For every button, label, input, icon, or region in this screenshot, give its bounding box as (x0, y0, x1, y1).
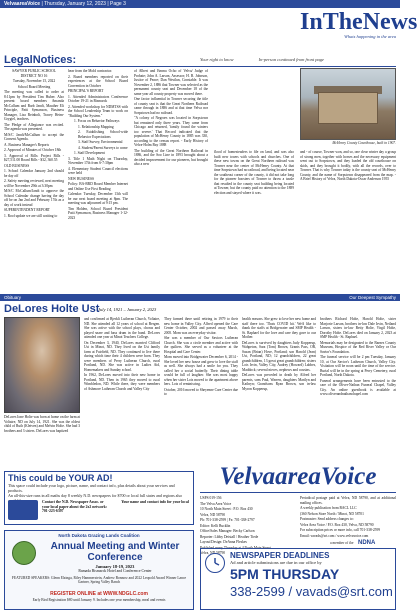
ndglc-header: North Dakota Grazing Lands Coalition (58, 533, 140, 538)
masthead-text: Postmaster: Send address changes to: (300, 517, 354, 521)
legal-text: One factor influential in Towner securing the title of county seat is that the Great Northern Railroad came through in 1886 and at that time Velva nor Sorpstown had no railroad. (134, 97, 208, 115)
obituary-portrait (4, 317, 80, 413)
legal-text: Tim Holden, School Board President Patti Symanson, Business Manager 1-12-2023 (68, 206, 128, 220)
legal-text: A. Business Manager's Reports (4, 142, 49, 147)
ad-your-ad-sub-line: This space could include your logo, picture, name, and contact info, plus details about your services and products. (8, 483, 175, 493)
photo-caption: McHenry County Courthouse, built in 1907. (332, 141, 396, 145)
masthead-text: The Velva Area Voice (200, 501, 232, 506)
ad-your-ad-local: Your name and contact info for your local (121, 500, 189, 504)
obituary-text: DeLores was preceded in death by Alfred her parents, sons Paul, Warren, daughters Marilyn and Kathryn; Grandsons Ryan Brown, son in-law Myron Kopperup, (242, 373, 316, 391)
masthead-text: Periodical postage paid at Velva, ND 58790, and at additional mailing offices. (300, 496, 396, 505)
header-publication-line (4, 1, 126, 8)
legal-divider (4, 66, 396, 67)
legal-text: M/S/C McCallum/Jandt to approve the School Calendar change having the day off be on Jan 2nd and February 17th as a day of work instead (4, 189, 64, 207)
legal-text: SAWYER PUBLIC SCHOOL DISTRICT NO 16 (12, 69, 56, 78)
newspaper-assoc-logo-icon (8, 500, 38, 520)
obituary-column-2 (84, 317, 160, 392)
deadlines-contact[interactable]: 338-2599 / vavads@srt.com (230, 584, 393, 599)
legal-text: NEW BUSINESS (68, 176, 94, 181)
legal-text: The meeting was called to order at 8:11pm by President Tim Huber. Also present: board members Amanda McCallum and Barb Jandt, Mauther Eli Principle, Patti Symanson, Business Manager, Lisa Reinbolt, Tracey Heim-Grygiel, teachers. (4, 90, 64, 121)
legal-text: 1. Attended Administrators Conference October 19-21 in Bismarck (68, 94, 128, 103)
legal-text: 1. Focus on Behavior Pathways (74, 119, 120, 123)
legal-text: PRINCIPAL'S REPORT (68, 89, 104, 93)
obituary-text: They farmed there until retiring in 1979 to their new home in Valley City. Alfred opened the Care Center October, 2002 and passed away March, 2005. Mom was an everyday visitor. (164, 317, 238, 335)
courthouse-building (318, 92, 378, 124)
masthead-text: 10 North Main Street : P.O. Box 430 (200, 507, 253, 511)
ndglc-speakers: FEATURED SPEAKERS: Glenn Elzinga, Riley Hammerstein, Andrew Bonnow and 2022 Leopold Award Winner Lance Gartner, Spring Valley Ranch (11, 576, 187, 585)
ndglc-venue: Ramada Bismarck Hotel and Conference Center (78, 569, 152, 573)
masthead-text: For subscription prices or more info, call 701-338-2599 (300, 528, 381, 532)
masthead-text: Velva, ND 58790 (200, 551, 226, 555)
obituary-bar-label: Obituary (4, 295, 22, 300)
obituary-text: Mom moved into Bridgewater December 6, 2014 - She loved her new house and grew to love the staff as well. She always had a smile for you. They called her a social butterfly. Their dining table would be full of laughter. She was most happy when her sister Lois moved to the apartment above hers. Lots of reminiscing. (164, 355, 238, 386)
legal-text: hear from the Mold contractor. (68, 69, 113, 73)
obituary-text: brothers Richard Holte, Harold Holte, sister Marjorie Larson, brothers in-law Dale Irvin, Neiland Larson, sisters in-law Betty Holte, Virgil Holte, Dorothy Holte. DeLores died on January 2, 2023 at SMP Health - St. Raphael. (320, 317, 396, 339)
legal-text: 1. Staff Development (74, 151, 105, 155)
legal-text: 2. Approval of Minutes of October 18th (4, 148, 62, 152)
ad-your-ad-sub-line-2: An all-this-size runs in all maths day 8 weekly N.D. newspapers for $700 or local full states and regions also (8, 493, 183, 498)
section-tagline: Whats happening in the area (344, 34, 396, 39)
deadlines-time: 5PM THURSDAY (230, 566, 340, 582)
legal-text: 2. Attended workshop for NDMTSS with the School Leadership Team to work on "Building Our System." (68, 104, 128, 118)
legal-column-3 (134, 69, 208, 168)
grazing-coalition-logo-icon (12, 541, 36, 565)
legal-text: 4. Elementary Student Council elections were held (68, 166, 128, 175)
legal-text: The building of the Great Northern Railroad in 1886, and the Soo Line in 1893 brought about a decided improvement for our pioneers, but brought also a new (134, 148, 208, 166)
legal-text: 1. School Calendar January 2nd should be day off (4, 169, 64, 178)
legal-kicker-right: In-person continued from front page (258, 57, 325, 62)
obituary-text: DeLores Ione Holte was born at home on the farm at Voltaire, ND on July 14, 1921. She was the oldest child of Ruth (Kleiven) and Melvin Holte. She had 3 brothers and 3 sisters. DeLores was baptized (4, 415, 80, 433)
obituary-column-4 (242, 317, 316, 392)
legal-kicker (200, 57, 324, 62)
ad-your-ad-title: This could be YOUR AD! (8, 473, 113, 483)
masthead-text: USPS 019-156 (200, 496, 222, 500)
obituary-name: DeLores Holte Ust (4, 303, 100, 315)
obituary-column-1 (4, 415, 80, 434)
clock-icon-svg (206, 554, 226, 574)
legal-column-5 (300, 150, 396, 183)
obituary-column-3 (164, 317, 238, 398)
legal-text: The Pledge of Allegiance was recited. The agenda was presented. (4, 122, 64, 131)
legal-text: School Board Meeting (17, 84, 51, 89)
deadlines-subtitle: Ad and article submissions are due in our office by (230, 560, 322, 565)
legal-text: SUPERINTENDENT REPORT (4, 208, 50, 212)
legal-text: Policy: BA-BRD Board Member Internet and Online Use First Reading (68, 182, 128, 191)
legal-text: M/S/C Jandt/McCallum to accept the Consent Agenda. (4, 132, 64, 141)
obituary-text: She was a member of Our Saviors Lutheran Church. She was a circle member and active with the quilters. She served as a volunteer at the Hospital and Care Center. (164, 336, 238, 354)
ndglc-title: Annual Meeting and Winter Conference (50, 541, 180, 563)
section-title: InTheNews (300, 9, 417, 35)
masthead-text: Editor: Kelli Bucklin (200, 523, 231, 528)
masthead-text: Velva, ND 58790 (200, 512, 226, 517)
legal-text: OLD BUSINESS (4, 163, 30, 168)
legal-notices-title: LegalNotices: (4, 54, 77, 66)
ndglc-register-link[interactable]: REGISTER ONLINE at WWW.NDGLC.com (50, 591, 148, 597)
masthead-info-right (300, 496, 396, 539)
legal-kicker-left: Your right to know (200, 57, 234, 62)
obituary-column-5 (320, 317, 396, 398)
legal-text: 2. Establishing School-wide Behavior Expectations (78, 130, 128, 139)
legal-text: Tuesday, November 15, 2022 (12, 79, 56, 83)
ndglc-footnote: Early Bird Registration $80 until January 9. Includes one year membership, meal and events (32, 598, 166, 602)
masthead-text: A weekly publication from BACL LLC (300, 506, 357, 510)
masthead-text: Layout/Design: DeAnna Fleskes (200, 540, 247, 544)
masthead-logo: VelvaareaVoice (219, 463, 377, 490)
legal-column-4 (214, 150, 294, 196)
header-issue: | Thursday, January 12, 2023 | Page 3 (41, 0, 126, 7)
legal-text: 2. Board members reported on their experiences at the School Board Convention in October (68, 74, 128, 88)
ndna-label: a member of the (330, 541, 354, 545)
legal-text: 1. Relationship Mapping (78, 124, 114, 129)
obituary-text: health reasons. She grew to love her new home and staff there too. 'Thats COVID hit.' We'd like to thank the staffs at Bridgewater and SMP Health - St. Raphael for the love and care they gave to our Mother. (242, 317, 316, 339)
obituary-text: DeLores is survived by daughters Judy Kopperup, Wahpeton, Sara (Tom) Brown, Grants Pass, OR, Susan (Brian) Hove, Portland; son Harold (Jean) Ust, Portland, ND; 12 grandchildren, 22 great grandchildren, 13 great great grandchildren; sisters Lois Irvin, Valley City, Audrey (Howard) Labbes, Maddock; several nieces, nephews and cousins. (242, 340, 316, 372)
obituary-text: In 1962, DeLores moved into their new home in Portland, ND. Then in 1965 they moved to rural Wimbledon, ND. While there, they were members of Ashmore Lutheran Church and Valley City (84, 373, 160, 391)
obituary-text: October, 2016 moved to Sheyenne Care Center due to (164, 387, 238, 396)
legal-text: of Albert and Emma Ocho of Velva/ Judge of Probate; John A. Larson, Assessor; H. B. Johnson, Justice of Peace; Dan Westlun, Constable. It was November 2, 1886 that Towner was selected as the permanent county seat and December 18 of the same year all county property was moved there. (134, 69, 208, 96)
ad-your-ad-contact: Contact the N.D. Newspaper Assoc. or your local paper about the 2x2 network: 701-223-6397 (42, 500, 108, 514)
masthead-text: (360 Nelson Store North / Minot, ND 58701 (300, 511, 364, 516)
masthead-text: Email: vavads@srt.com / www.velvavoice.com (300, 533, 369, 538)
legal-text: "A colony of Negroes was located in Sorpstown but remained only three years. They came from Chicago and returned, 'family found the winters too severe.' That Record indicated that the population of McHenry County in 1885 was 330, according to the census report. - Early History of Velva-Holm Bay 1888 (134, 116, 208, 147)
ndna-logo: NDNA (358, 540, 376, 546)
legal-text: and - of course, Towner won, and so, one clear winter day a group of strong men, together with horses and the necessary equipment went out to Sorpstown, and they loaded the old courthouse on skids, and they brought it bodily, with all the records, over to Towner. That is why Towner today is the county seat of McHenry County, and the name of Sorpstown disappeared from the map. - A Brief History of Velva, North Dakota-Oscar Anderson 1955 (300, 150, 396, 181)
masthead-text: Velva Area Voice / P.O. Box 430, Velva, ND 58790 (300, 522, 374, 527)
legal-text: 3. Approval of Bills: Project Bills - $27,511.00 Board Bills - $32, 360.55 (4, 153, 64, 162)
obituary-dates: July 14, 1921 – January 2, 2023 (98, 307, 157, 312)
legal-column-1 (4, 69, 64, 219)
clock-icon (205, 553, 225, 573)
obituary-text: Funeral arrangements have been entrusted to the care of the Oliver-Nathan Funeral Chapel, Valley City. An online guestbook is available at www.oliverandnathanchapel.com (320, 378, 396, 396)
obituary-text: Memorials may be designated to the Barnes County Museum, Hospice of the Red River Valley or Our Savior's Foundation. (320, 340, 396, 354)
masthead-text: Ph: 701-338-2599 | Fx: 701-338-2797 (200, 518, 255, 522)
legal-text: 3. Title 1 Math Night on Thursday, November 17th from 6-7:30pm (68, 156, 128, 165)
legal-text: flood of homesteaders to file on land, and was also built new towns with schools and churches. One of these new towns on the Great Northern railroad was Towner near the center of McHenry County. At that time Sorpstown had no railroad, and being located near the southeast corner of the county, it did not take long for the pioneer boosters of Towner to throw a tussle that resulted in the county seat building being located at Towner, but the county paid no attention to the 1889 election and stayed where it was. (214, 150, 294, 195)
obituary-text: On December 3, 1940, DeLores married Clifford Ust in Minot, ND. They lived on the Ust family farm at Fairfield, ND. They continued to live there during which time their 4 children were born. They were members of Perry Lutheran Church, rural Portland, ND. She was active in Ladies Aid, Homemakers and Sunday school. (84, 340, 160, 372)
masthead-text: Office/Sales Manager: Becky Carlson (200, 529, 255, 533)
legal-text: Calendar: Tuesday, December 13th will be our next board meeting at 8pm. The meeting was adjourned at 9:15 pm. (68, 192, 128, 205)
obituary-bar-sympathy: Our Deepest Sympathy (349, 295, 396, 300)
legal-text: 2. Safety meeting reviewed, next meeting will be November 29th at 3:30pm (4, 179, 64, 188)
legal-text: 3. Staff Survey, Environmental (78, 140, 123, 144)
legal-column-2 (68, 69, 128, 221)
obituary-text: and confirmed at Bjerkli Lutheran Church, Voltaire, ND. She attended all 12 years of school at Bergen. She was active with the school plays, chorus and played snare and bass drum in the band. DeLores attended one year at Minot Teachers College. (84, 317, 160, 339)
masthead-divider (200, 492, 396, 493)
masthead-text: Reporter: Libby Deistall / Heather Tiede (200, 534, 259, 539)
legal-text: 4. Student/Parent Surveys to come (78, 145, 128, 150)
masthead-text: Published every Thursday at 4 North Main Street (200, 545, 271, 550)
ndglc-date: January 18-19, 2023 (95, 564, 135, 569)
legal-text: 1. Roof update we are still waiting to (4, 213, 58, 218)
deadlines-title: NEWSPAPER DEADLINES (230, 551, 330, 560)
header-publication: VelvaareaVoice (4, 0, 41, 7)
obituary-text: The funeral service will be 2 pm Tuesday, January 10, at Our Savior's Lutheran Church, Valley City. Visitation will be noon until the time of the service. Burial will be in the spring at Perry Cemetery, rural Portland, North Dakota. (320, 355, 396, 377)
